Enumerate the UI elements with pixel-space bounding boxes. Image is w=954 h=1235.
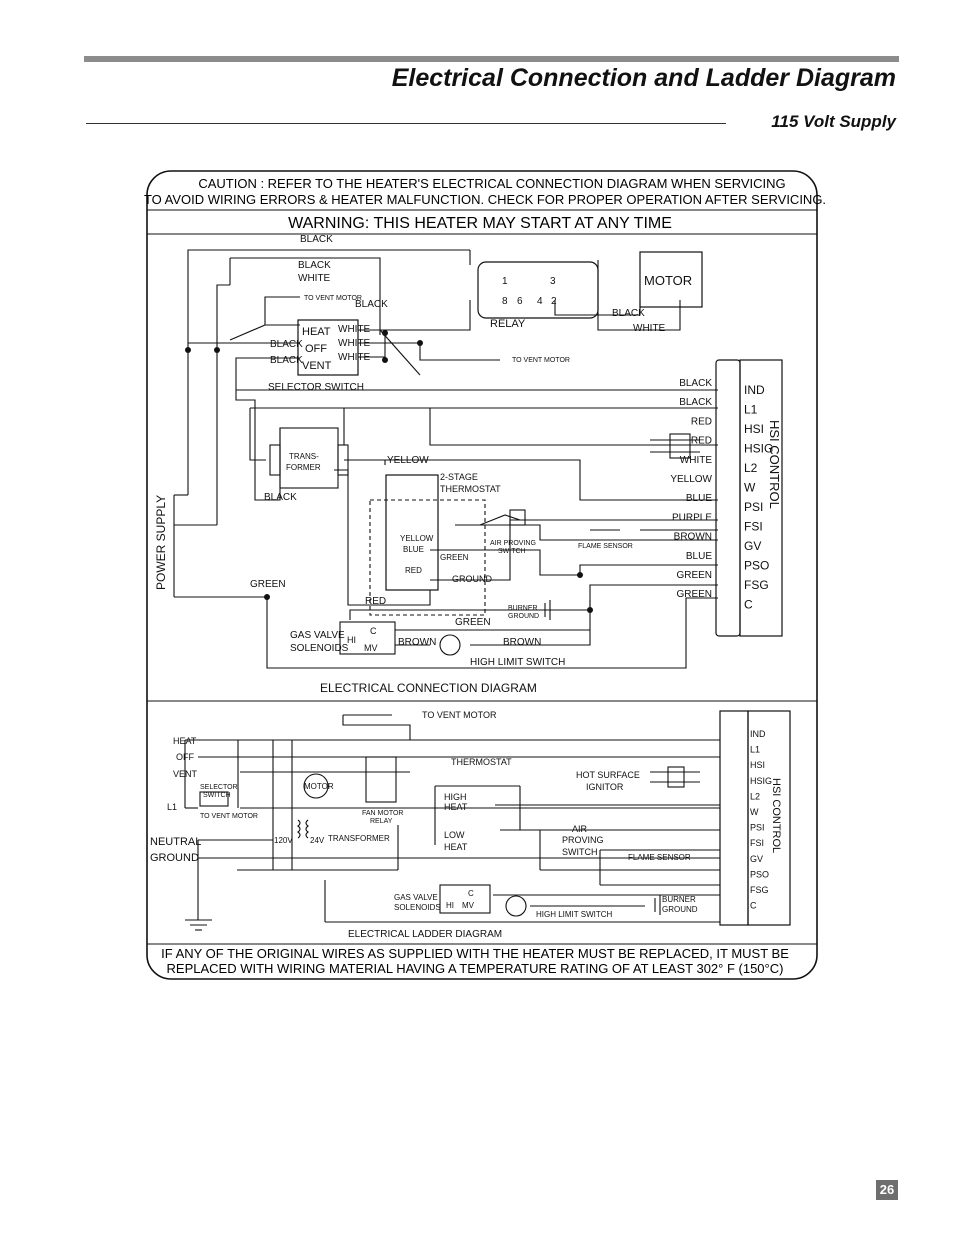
hsi-terminal-6: PSI — [744, 500, 764, 514]
ladder-hsi-terminal-4: L2 — [750, 791, 761, 802]
selector-switch-label: SELECTOR SWITCH — [268, 382, 364, 393]
ladder-hsi-terminal-list — [750, 729, 772, 911]
relay-pin-1: 1 — [502, 276, 508, 287]
wire-label-black-relay: BLACK — [612, 308, 645, 319]
wire-label-black-6: BLACK — [264, 492, 297, 503]
burner-ground-label-1: BURNER — [508, 605, 538, 612]
hsi-wire-color-6: BLUE — [685, 493, 712, 505]
high-limit-label: HIGH LIMIT SWITCH — [470, 657, 566, 668]
wire-label-black-5: BLACK — [270, 355, 303, 366]
hsi-terminal-11: C — [744, 597, 753, 612]
ladder-hot-surface-2: IGNITOR — [586, 782, 624, 792]
ladder-selector-label-1: SELECTOR — [200, 784, 238, 791]
thermostat-label-1: 2-STAGE — [440, 472, 478, 482]
hsi-terminal-7: FSI — [744, 519, 763, 534]
page-subtitle: 115 Volt Supply — [771, 112, 896, 131]
relay-pin-6: 6 — [517, 296, 523, 307]
ladder-hsi-terminal-6: PSI — [750, 822, 765, 833]
gas-valve-label-1: GAS VALVE — [290, 630, 345, 641]
thermostat-terminal-red: RED — [405, 566, 422, 575]
switch-off-label: OFF — [305, 343, 327, 355]
ladder-high-heat-2: HEAT — [444, 802, 468, 812]
ladder-switch-heat: HEAT — [173, 736, 197, 746]
ladder-hsi-terminal-5: W — [750, 807, 759, 817]
ladder-hsi-terminal-11: C — [750, 900, 757, 911]
wire-label-brown-2: BROWN — [503, 637, 542, 648]
ladder-low-heat-1: LOW — [444, 830, 465, 840]
switch-heat-label: HEAT — [302, 326, 331, 338]
hsi-wire-color-2: RED — [690, 416, 712, 428]
ladder-low-heat-2: HEAT — [444, 842, 468, 852]
ladder-flame-sensor: FLAME SENSOR — [628, 853, 691, 862]
relay-pin-8: 8 — [502, 296, 508, 307]
ladder-to-vent-motor-2: TO VENT MOTOR — [200, 813, 258, 820]
hsi-terminal-2: HSI — [744, 422, 765, 436]
thermostat-terminal-blue: BLUE — [403, 545, 424, 554]
wire-label-green-valve: GREEN — [455, 617, 491, 628]
ladder-high-heat-1: HIGH — [444, 792, 467, 802]
connection-caption: ELECTRICAL CONNECTION DIAGRAM — [320, 681, 537, 695]
wire-label-white-2: WHITE — [298, 273, 331, 284]
hsi-wire-color-0: BLACK — [679, 378, 712, 389]
ladder-hsi-terminal-7: FSI — [750, 838, 765, 849]
flame-sensor-label: FLAME SENSOR — [578, 543, 633, 550]
ladder-valve-c: C — [468, 889, 474, 898]
ladder-transformer-primary: 120V — [274, 836, 293, 845]
wire-label-black-4: BLACK — [270, 339, 303, 350]
hsi-terminal-1: L1 — [744, 402, 758, 417]
caution-line-2: TO AVOID WIRING ERRORS & HEATER MALFUNCTION. CHECK FOR PROPER OPERATION AFTER SERVICING. — [143, 192, 827, 207]
ladder-valve-hi: HI — [446, 901, 454, 910]
ladder-burner-ground-2: GROUND — [662, 905, 698, 914]
ladder-hsi-control-label: HSI CONTROL — [770, 778, 782, 854]
ladder-transformer-label: TRANSFORMER — [328, 834, 390, 843]
burner-ground-label-2: GROUND — [508, 613, 540, 620]
transformer-label-1: TRANS- — [289, 452, 319, 461]
page-number: 26 — [876, 1180, 898, 1200]
to-vent-motor-label-2: TO VENT MOTOR — [512, 357, 570, 364]
hsi-wire-color-4: WHITE — [679, 454, 712, 466]
wire-label-green-supply: GREEN — [250, 579, 286, 590]
hsi-terminal-10: FSG — [744, 578, 769, 592]
wire-label-brown-1: BROWN — [398, 637, 437, 648]
hsi-terminal-5: W — [744, 480, 756, 495]
ladder-thermostat-label: THERMOSTAT — [451, 757, 512, 767]
wire-label-yellow: YELLOW — [387, 455, 429, 466]
ladder-caption: ELECTRICAL LADDER DIAGRAM — [348, 929, 503, 940]
hsi-wire-color-10: GREEN — [676, 570, 712, 581]
hsi-wire-color-7: PURPLE — [671, 512, 712, 524]
junction-dots — [185, 330, 593, 613]
wire-label-green-stat: GREEN — [440, 553, 469, 562]
wire-label-white-4: WHITE — [338, 338, 371, 349]
to-vent-motor-label-1: TO VENT MOTOR — [304, 295, 362, 302]
hsi-terminal-8: GV — [744, 539, 762, 553]
relay-box — [478, 262, 598, 318]
wire-label-black-2: BLACK — [298, 260, 331, 271]
ladder-fan-relay-label-2: RELAY — [370, 818, 393, 825]
wire-label-white-3: WHITE — [338, 324, 371, 335]
ladder-neutral-label: NEUTRAL — [150, 836, 202, 848]
ladder-hsi-terminal-9: PSO — [750, 869, 770, 880]
ladder-gas-valve-2: SOLENOIDS — [394, 903, 441, 912]
ladder-fan-relay-label-1: FAN MOTOR — [362, 810, 404, 817]
wire-label-red: RED — [365, 596, 387, 607]
hsi-terminal-3: HSIG — [744, 441, 774, 456]
wire-label-black-top: BLACK — [300, 234, 333, 245]
hsi-wire-color-9: BLUE — [685, 550, 712, 562]
ladder-switch-off: OFF — [176, 752, 194, 762]
wire-label-black-3: BLACK — [355, 299, 388, 310]
ladder-hsi-terminal-1: L1 — [750, 744, 761, 755]
ladder-hsi-terminal-8: GV — [750, 853, 764, 864]
ladder-switch-vent: VENT — [173, 769, 198, 779]
power-supply-label: POWER SUPPLY — [154, 494, 168, 590]
ladder-ground-label: GROUND — [150, 852, 199, 864]
ladder-wires — [185, 715, 720, 930]
thermostat-label-2: THERMOSTAT — [440, 484, 501, 494]
air-proving-label-2: SWITCH — [498, 548, 526, 555]
caution-line-1: CAUTION : REFER TO THE HEATER'S ELECTRICAL CONNECTION DIAGRAM WHEN SERVICING — [198, 176, 786, 191]
ladder-air-proving-3: SWITCH — [562, 847, 598, 857]
ladder-valve-mv: MV — [462, 901, 474, 910]
wire-label-white-relay: WHITE — [633, 323, 666, 334]
ladder-air-proving-1: AIR — [572, 824, 588, 834]
ladder-hsi-strip — [720, 711, 748, 925]
ladder-high-limit: HIGH LIMIT SWITCH — [536, 910, 613, 919]
ladder-selector-label-2: SWITCH — [203, 792, 231, 799]
ladder-gas-valve-1: GAS VALVE — [394, 893, 438, 902]
ladder-transformer-secondary: 24V — [310, 836, 325, 845]
hsi-terminal-9: PSO — [744, 558, 770, 573]
thermostat-terminal-yellow: YELLOW — [400, 534, 434, 543]
valve-terminal-hi: HI — [347, 635, 356, 645]
hsi-wire-color-8: BROWN — [673, 531, 712, 543]
hsi-control-label: HSI CONTROL — [767, 420, 782, 509]
hsi-wire-colors — [670, 378, 712, 600]
gas-valve-label-2: SOLENOIDS — [290, 643, 349, 654]
hsi-terminal-4: L2 — [744, 461, 758, 475]
warning-text: WARNING: THIS HEATER MAY START AT ANY TIME — [288, 215, 672, 232]
thermostat-ground-label: GROUND — [452, 574, 492, 584]
ladder-motor-label: MOTOR — [304, 782, 334, 791]
relay-label: RELAY — [490, 318, 526, 330]
ladder-to-vent-motor: TO VENT MOTOR — [422, 710, 497, 720]
hsi-wire-color-1: BLACK — [679, 397, 712, 409]
relay-pin-3: 3 — [550, 276, 556, 287]
ladder-hsi-terminal-10: FSG — [750, 885, 769, 895]
ladder-l1-label: L1 — [167, 802, 178, 812]
footer-line-1: IF ANY OF THE ORIGINAL WIRES AS SUPPLIED WITH THE HEATER MUST BE REPLACED, IT MUST BE — [161, 946, 789, 961]
valve-terminal-c: C — [370, 626, 377, 636]
hsi-wire-color-11: GREEN — [676, 589, 712, 601]
footer-line-2: REPLACED WITH WIRING MATERIAL HAVING A TEMPERATURE RATING OF AT LEAST 302° F (150°C) — [166, 961, 784, 976]
valve-terminal-mv: MV — [364, 643, 378, 653]
hsi-terminal-0: IND — [744, 383, 765, 397]
page-title: Electrical Connection and Ladder Diagram — [391, 64, 896, 92]
hsi-wire-color-5: YELLOW — [670, 474, 712, 485]
hsi-control-strip — [716, 360, 740, 636]
ladder-hsi-terminal-2: HSI — [750, 760, 766, 771]
transformer-label-2: FORMER — [286, 463, 321, 472]
switch-vent-label: VENT — [302, 360, 332, 372]
ladder-hsi-terminal-0: IND — [750, 729, 766, 739]
relay-pin-4: 4 — [537, 296, 543, 307]
ladder-air-proving-2: PROVING — [562, 835, 604, 845]
air-proving-label-1: AIR PROVING — [490, 540, 536, 547]
ladder-hsi-terminal-3: HSIG — [750, 775, 773, 786]
hsi-wire-color-3: RED — [690, 435, 712, 447]
wire-label-white-5: WHITE — [338, 352, 371, 363]
ladder-hot-surface-1: HOT SURFACE — [576, 770, 640, 780]
motor-label: MOTOR — [644, 273, 693, 288]
ladder-burner-ground-1: BURNER — [662, 895, 696, 904]
relay-pin-2: 2 — [551, 296, 557, 307]
